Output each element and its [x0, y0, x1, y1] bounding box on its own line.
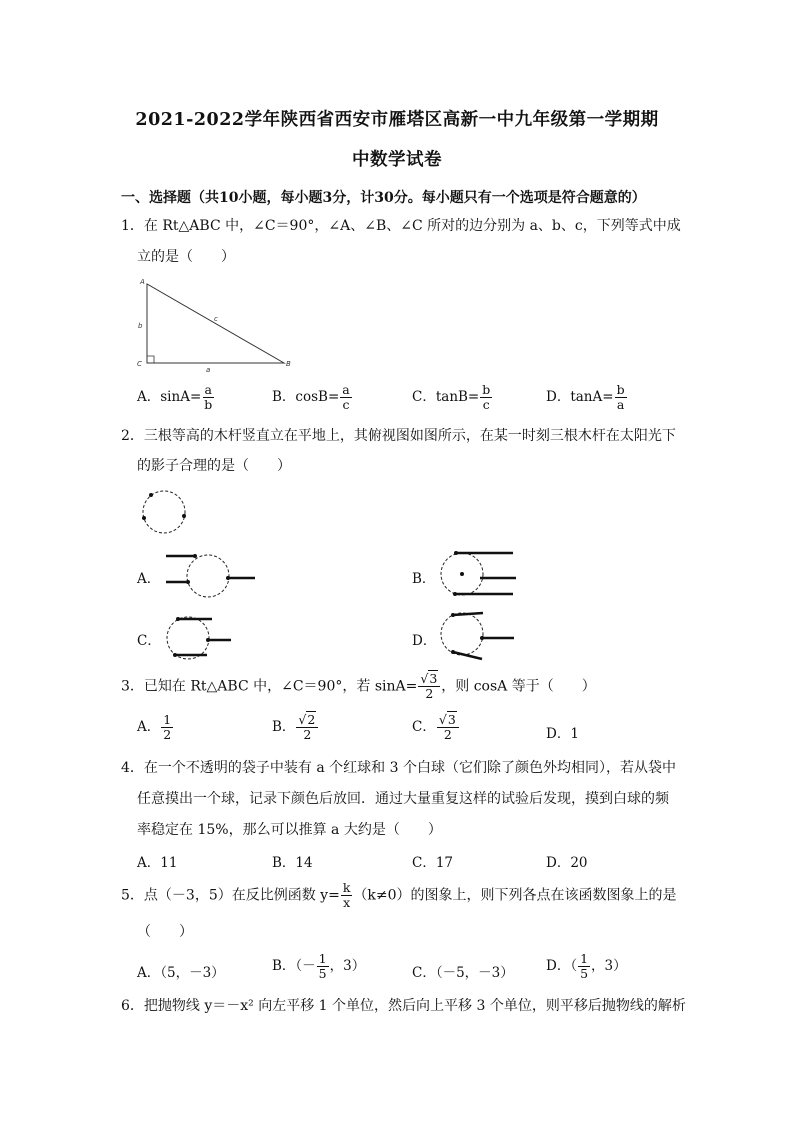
q3-option-b-label: B． — [272, 719, 296, 735]
q1-option-a-fraction — [202, 383, 214, 412]
q5-option-d-suffix: ，3） — [591, 958, 627, 974]
q1-option-d-label: D． — [546, 389, 571, 405]
q1-option-d-func: tanA= — [570, 389, 614, 405]
q3-stem-radicand: 3 — [429, 671, 438, 686]
q1-option-a-den: b — [204, 397, 213, 412]
q5-option-d-den: 5 — [580, 966, 589, 981]
q4-stem-line1: 4．在一个不透明的袋子中装有 a 个红球和 3 个白球（它们除了颜色外均相同），若从袋中 — [121, 760, 676, 776]
paper-title-line2: 中数学试卷 — [352, 150, 442, 170]
q2-option-d[interactable]: D． — [412, 633, 437, 649]
q5-stem-fraction — [341, 881, 353, 910]
q1-option-c-den: c — [482, 397, 490, 412]
q4-option-c[interactable]: C．17 — [412, 855, 454, 871]
q5-stem-suffix: （k≠0）的图象上，则下列各点在该函数图象上的是 — [353, 887, 677, 904]
q5-stem-prefix: 5．点（－3，5）在反比例函数 y= — [121, 887, 340, 904]
q3-option-a[interactable] — [137, 713, 174, 742]
q3-stem-den: 2 — [425, 686, 434, 701]
q3-option-c-fraction — [437, 713, 459, 742]
q1-option-d[interactable] — [546, 383, 628, 412]
q5-option-b-den: 5 — [318, 966, 327, 981]
q1-option-b-num: a — [342, 382, 350, 397]
q5-stem-den: x — [343, 895, 351, 910]
q1-option-b-den: c — [342, 397, 350, 412]
q1-option-b-fraction — [340, 383, 351, 412]
q1-label-B: B — [286, 360, 291, 368]
q1-option-d-den: a — [616, 397, 625, 412]
q1-label-A: A — [140, 278, 145, 286]
q4-option-b[interactable]: B．14 — [272, 855, 313, 871]
q2-option-b-figure[interactable] — [440, 548, 518, 598]
q1-option-c-label: C． — [412, 389, 436, 405]
q2-option-d-figure[interactable] — [440, 610, 518, 662]
q2-pole-1 — [149, 493, 153, 497]
q1-label-c: c — [214, 315, 218, 323]
q5-option-d-num: 1 — [580, 951, 589, 966]
q1-option-d-fraction — [615, 383, 627, 412]
q2-pole-3 — [182, 514, 186, 518]
q2-option-a-figure[interactable] — [164, 552, 258, 600]
q1-option-b[interactable] — [272, 383, 353, 412]
q1-option-b-func: cosB= — [295, 389, 340, 405]
q5-option-b[interactable] — [272, 952, 365, 981]
paper-title-line1: 2021-2022学年陕西省西安市雁塔区高新一中九年级第一学期期 — [135, 110, 659, 130]
q1-option-a-num: a — [204, 382, 212, 397]
q3-stem-prefix: 3．已知在 Rt△ABC 中，∠C＝90°，若 sinA= — [121, 678, 418, 695]
q1-label-b: b — [138, 322, 143, 330]
q3-option-b-fraction — [296, 713, 318, 742]
q5-option-b-fraction — [317, 952, 329, 981]
q3-option-a-num: 1 — [163, 712, 172, 727]
q2-option-a[interactable]: A． — [137, 571, 161, 587]
q2-option-b[interactable]: B． — [412, 571, 436, 587]
q5-option-b-prefix: B．（－ — [272, 958, 316, 974]
q4-option-d[interactable]: D．20 — [546, 855, 588, 871]
section-heading: 一、选择题（共10小题，每小题3分，计30分。每小题只有一个选项是符合题意的） — [121, 190, 646, 206]
q2-option-c-figure[interactable] — [164, 614, 236, 662]
q3-stem-fraction — [418, 672, 440, 701]
q1-option-c-fraction — [480, 383, 492, 412]
q5-option-c[interactable]: C．（－5，－3） — [412, 965, 514, 981]
q1-label-C: C — [137, 360, 142, 368]
q4-stem-line2: 任意摸出一个球，记录下颜色后放回．通过大量重复这样的试验后发现，摸到白球的频 — [137, 791, 669, 807]
q3-stem — [121, 672, 596, 701]
q5-stem-num: k — [342, 880, 351, 895]
q5-stem-line2: （ ） — [137, 924, 193, 940]
q1-option-c-num: b — [482, 382, 491, 397]
q1-right-angle-mark — [147, 356, 154, 363]
q2-stem-line2: 的影子合理的是（ ） — [137, 458, 291, 474]
q5-option-b-suffix: ，3） — [329, 958, 366, 974]
q5-option-d-fraction — [578, 952, 590, 981]
q3-option-b[interactable] — [272, 713, 319, 742]
q6-stem-line1: 6．把抛物线 y＝－x² 向左平移 1 个单位，然后向上平移 3 个单位，则平移后抛物线的解析 — [121, 998, 686, 1014]
q3-option-d[interactable]: D．1 — [546, 726, 579, 742]
q1-option-a-label: A． — [137, 389, 161, 405]
q1-triangle-figure — [134, 278, 294, 374]
q1-option-a[interactable] — [137, 383, 215, 412]
q3-option-c-radicand: 3 — [447, 712, 456, 727]
q3-option-a-label: A． — [137, 719, 161, 735]
q1-option-b-label: B． — [272, 389, 296, 405]
q1-option-a-func: sinA= — [160, 389, 202, 405]
q3-option-b-num: √2 — [296, 713, 318, 728]
q5-option-b-num: 1 — [318, 951, 327, 966]
q3-option-a-fraction — [161, 713, 173, 742]
q2-option-c[interactable]: C． — [137, 633, 161, 649]
q2-pole-2 — [142, 516, 146, 520]
q3-option-b-radicand: 2 — [307, 712, 316, 727]
q5-option-d-prefix: D．（ — [546, 958, 578, 974]
q5-option-a[interactable]: A．（5，－3） — [137, 965, 225, 981]
q1-option-c-func: tanB= — [435, 389, 480, 405]
q3-option-a-den: 2 — [163, 727, 172, 742]
q3-stem-suffix: ，则 cosA 等于（ ） — [441, 678, 596, 695]
q4-option-a[interactable]: A．11 — [137, 855, 178, 871]
q2-top-view-figure — [140, 490, 190, 536]
q1-option-c[interactable] — [412, 383, 493, 412]
q1-triangle — [147, 284, 284, 363]
q3-option-c-num: √3 — [437, 713, 459, 728]
q3-stem-num: √3 — [418, 672, 440, 687]
q4-stem-line3: 率稳定在 15%，那么可以推算 a 大约是（ ） — [137, 822, 442, 838]
q5-stem-line1 — [121, 881, 677, 910]
q1-stem-line2: 立的是（ ） — [137, 249, 235, 265]
q1-label-a: a — [206, 366, 211, 374]
q3-option-c-label: C． — [412, 719, 436, 735]
q3-option-c-den: 2 — [443, 727, 452, 742]
q3-option-c[interactable] — [412, 713, 460, 742]
q1-option-d-num: b — [616, 382, 625, 397]
q5-option-d[interactable] — [546, 952, 627, 981]
q1-stem-line1: 1．在 Rt△ABC 中，∠C＝90°，∠A、∠B、∠C 所对的边分别为 a、b、c，下列等式中成 — [121, 218, 681, 234]
q3-option-b-den: 2 — [303, 727, 312, 742]
q2-stem-line1: 2．三根等高的木杆竖直立在平地上，其俯视图如图所示，在某一时刻三根木杆在太阳光下 — [121, 428, 676, 444]
